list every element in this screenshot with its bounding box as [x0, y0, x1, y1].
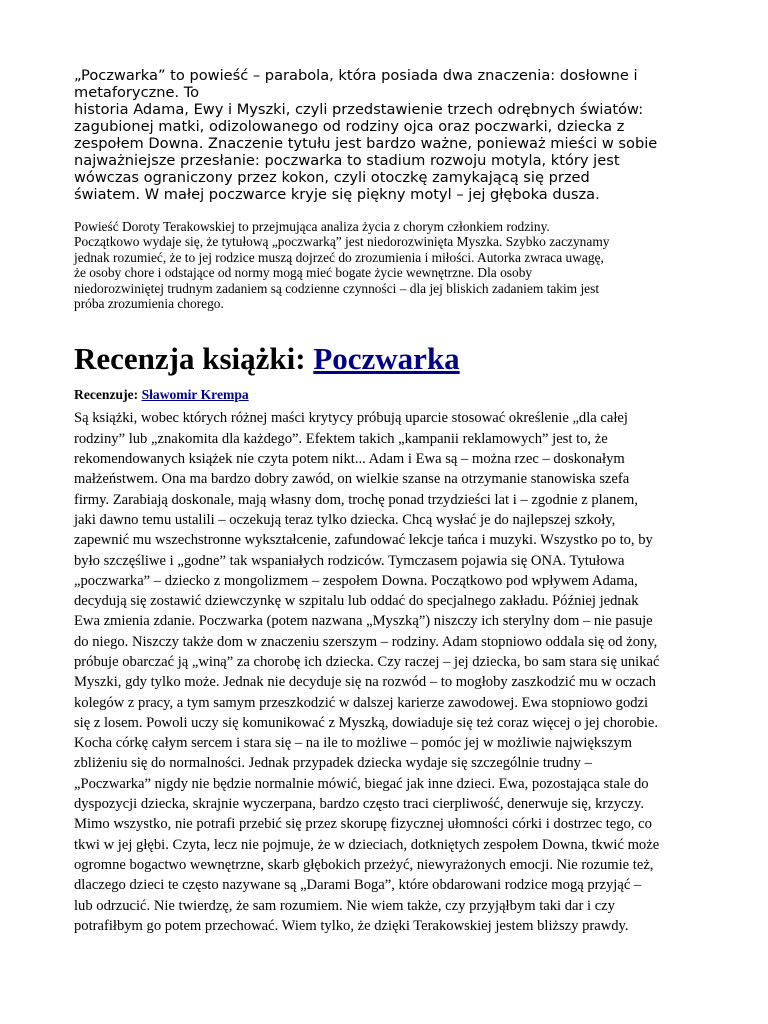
review-line: małżeństwem. Ona ma bardzo dobry zawód, on wielkie szanse na otrzymanie stanowiska szefa	[74, 471, 630, 488]
review-line: tkwi w jej głębi. Czyta, lecz nie pojmuje, że w dzieciach, dotkniętych zespołem Downa, tkwić może	[74, 836, 660, 853]
intro-line: metaforyczne. To	[74, 84, 200, 101]
summary-line: Powieść Doroty Terakowskiej to przejmująca analiza życia z chorym członkiem rodziny.	[74, 219, 550, 234]
review-line: „poczwarka” – dziecko z mongolizmem – zespołem Downa. Początkowo pod wpływem Adama,	[74, 572, 638, 589]
review-line: próbuje obarczać ją „winą” za chorobę ich dziecka. Czy raczej – jej dziecka, bo sam stara się unikać	[74, 654, 660, 670]
document-page	[74, 67, 696, 936]
review-line: kolegów z pracy, a tym samym przeszkodzić w dalszej karierze zawodowej. Ewa stopniowo godzi	[74, 694, 649, 711]
book-title-link[interactable]: Poczwarka	[313, 341, 460, 377]
review-line: Myszki, gdy tylko może. Jednak nie decyduje się na rozwód – to mogłoby zaszkodzić mu w oczach	[74, 674, 656, 691]
review-line: zbliżeniu się do normalności. Jednak przypadek dziecka wydaje się szczególnie trudny –	[74, 755, 592, 772]
review-heading	[74, 341, 696, 377]
review-line: rekomendowanych książek nie czyta potem nikt... Adam i Ewa są – można rzec – doskonałym	[74, 451, 625, 468]
reviewer-label: Recenzuje:	[74, 387, 142, 403]
review-line: do niego. Niszczy także dom w znaczeniu szerszym – rodziny. Adam stopniowo oddala się od żony,	[74, 633, 658, 650]
intro-line: historia Adama, Ewy i Myszki, czyli przedstawienie trzech odrębnych światów:	[74, 101, 644, 118]
review-line: Ewa zmienia zdanie. Poczwarka (potem nazwana „Myszką”) niszczy ich sterylny dom – nie pasuje	[74, 613, 653, 630]
review-line: decydują się zostawić dziewczynkę w szpitalu lub oddać do specjalnego zakładu. Później jednak	[74, 593, 639, 610]
review-line: zapewnić mu wszechstronne wykształcenie, zafundować lekcje tańca i muzyki. Wszystko po to, by	[74, 532, 653, 549]
intro-line: „Poczwarka” to powieść – parabola, która posiada dwa znaczenia: dosłowne i	[74, 67, 638, 84]
intro-line: zagubionej matki, odizolowanego od rodziny ojca oraz poczwarki, dziecka z	[74, 118, 625, 135]
review-line: jaki dawno temu ustalili – oczekują teraz tylko dziecka. Chcą wysłać je do najlepszej szkoły,	[74, 511, 616, 528]
review-line: „Poczwarka” nigdy nie będzie normalnie mówić, biegać jak inne dzieci. Ewa, pozostająca stale do	[74, 775, 649, 792]
review-line: firmy. Zarabiają doskonale, mają własny dom, trochę ponad trzydzieści lat i – zgodnie z planem,	[74, 491, 638, 508]
review-heading-prefix: Recenzja książki:	[74, 341, 314, 377]
review-line: się z losem. Powoli uczy się komunikować z Myszką, dowiaduje się też coraz więcej o jej chorobie.	[74, 714, 658, 731]
summary-line: niedorozwiniętej trudnym zadaniem są codzienne czynności – dla jej bliskich zadaniem takim jest	[74, 280, 600, 296]
review-line: Są książki, wobec których różnej maści krytycy próbują uparcie stosować określenie „dla całej	[74, 410, 628, 427]
intro-line: światem. W małej poczwarce kryje się piękny motyl – jej głęboka dusza.	[74, 186, 600, 203]
intro-line: wówczas ograniczony przez kokon, czyli otoczkę zamykającą się przed	[74, 169, 590, 186]
review-line: dyspozycji dziecka, skrajnie wyczerpana, bardzo często traci cierpliwość, denerwuje się, krzyczy.	[74, 796, 644, 813]
review-line: Mimo wszystko, nie potrafi przebić się przez skorupę fizycznej ułomności córki i dostrzec tego, co	[74, 816, 652, 833]
summary-paragraph	[74, 219, 696, 311]
review-line: rodziny” lub „znakomita dla każdego”. Efektem takich „kampanii reklamowych” jest to, że	[74, 430, 608, 447]
review-line: lub odrzucić. Nie twierdzę, że sam rozumiem. Nie wiem także, czy przyjąłbym taki dar i czy	[74, 897, 615, 914]
reviewer-name-link[interactable]: Sławomir Krempa	[141, 387, 249, 403]
review-line: było szczęśliwe i „godne” tak wspaniałych rodziców. Tymczasem pojawia się ONA. Tytułowa	[74, 552, 625, 569]
summary-line: jednak rozumieć, że to jej rodzice muszą dojrzeć do zrozumienia i miłości. Autorka zwraca uwagę,	[74, 249, 604, 265]
review-line: ogromne bogactwo wewnętrzne, skarb głębokich przeżyć, niewyrażonych emocji. Nie rozumie też,	[74, 856, 654, 873]
review-line: potrafiłbym go potem przechować. Wiem tylko, że dzięki Terakowskiej jestem bliższy prawdy.	[74, 917, 629, 934]
summary-line: próba zrozumienia chorego.	[74, 296, 224, 312]
review-line: Kocha córkę całym sercem i stara się – na ile to możliwe – pomóc jej w możliwie największym	[74, 735, 633, 752]
intro-line: najważniejsze przesłanie: poczwarka to stadium rozwoju motyla, który jest	[74, 152, 620, 169]
summary-line: Początkowo wydaje się, że tytułową „poczwarką” jest niedorozwinięta Myszka. Szybko zaczynamy	[74, 234, 610, 250]
reviewer-line	[74, 386, 696, 404]
intro-paragraph	[74, 67, 696, 203]
summary-line: że osoby chore i odstające od normy mogą mieć bogate życie wewnętrzne. Dla osoby	[74, 265, 533, 281]
review-line: dlaczego dzieci te często nazywane są „Darami Boga”, które obdarowani rodzice mogą przyjąć –	[74, 877, 642, 894]
review-body	[74, 408, 696, 936]
intro-line: zespołem Downa. Znaczenie tytułu jest bardzo ważne, ponieważ mieści w sobie	[74, 135, 658, 152]
